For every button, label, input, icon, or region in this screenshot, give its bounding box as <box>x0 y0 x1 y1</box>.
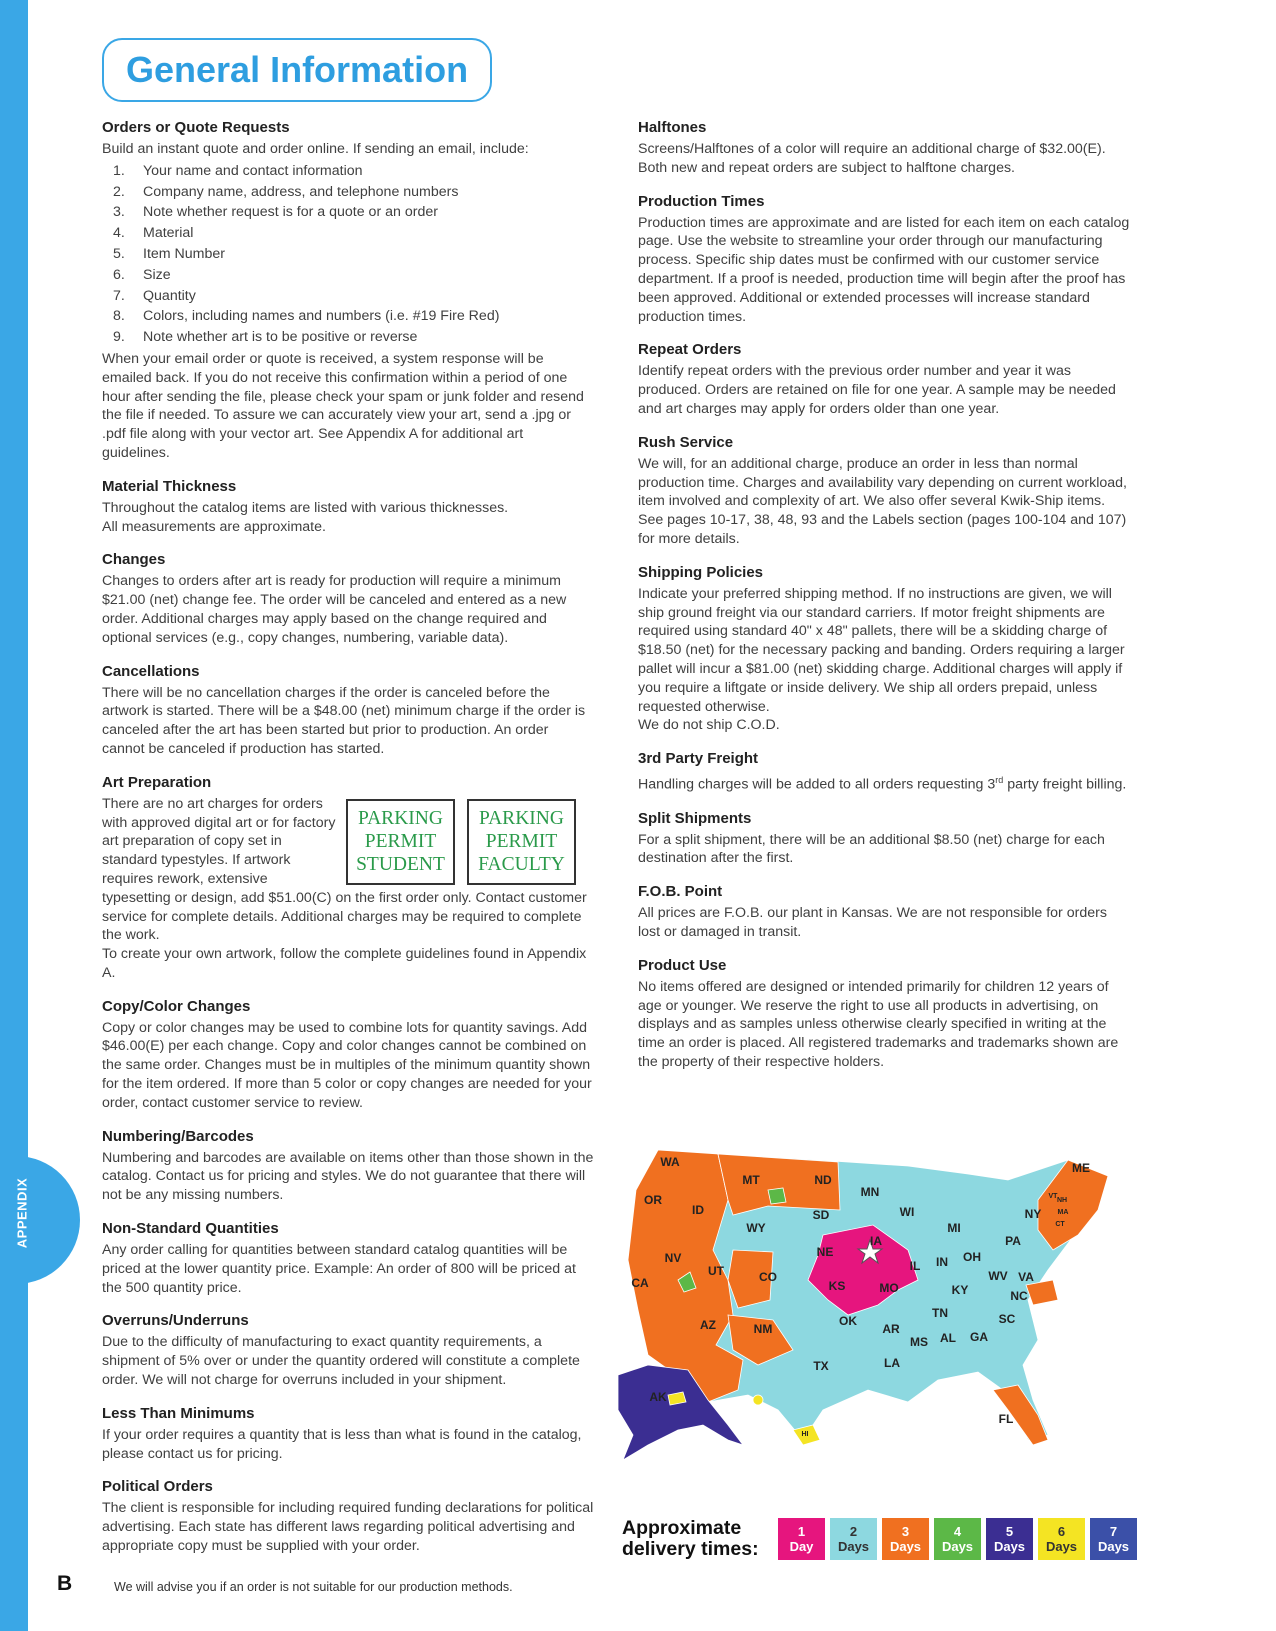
section-shipping-policies <box>638 563 1132 735</box>
state-label-nm: NM <box>753 1322 773 1336</box>
section-heading: Copy/Color Changes <box>102 997 251 1015</box>
section-heading: Art Preparation <box>102 773 212 791</box>
list-item: 3. Note whether request is for a quote or an order <box>113 204 438 221</box>
state-label-ak: AK <box>649 1390 667 1404</box>
state-label-tx: TX <box>813 1359 829 1373</box>
sidebar-stripe <box>0 0 28 1631</box>
section-heading: Product Use <box>638 956 727 974</box>
state-label-me: ME <box>1072 1161 1090 1175</box>
state-label-az: AZ <box>700 1318 716 1332</box>
legend-label: Approximate delivery times: <box>622 1517 759 1560</box>
legend-swatch-1-day: 1 Day <box>778 1518 825 1560</box>
state-label-ia: IA <box>870 1234 882 1248</box>
map-region-6day-hi-small <box>753 1395 763 1405</box>
section-halftones <box>638 118 1132 178</box>
section-heading: Shipping Policies <box>638 563 764 581</box>
state-label-vt: VT <box>1048 1193 1058 1200</box>
section-overruns-underruns <box>102 1311 594 1389</box>
legend-swatch-5-days: 5 Days <box>986 1518 1033 1560</box>
section-body: Identify repeat orders with the previous order number and year it was produced. Orders are retained on file for one year. A sample may be needed and art charges may apply for orders older than one year. <box>638 363 1116 417</box>
section-body: When your email order or quote is received, a system response will be emailed back. If you do not receive this confirmation within a period of one hour after sending the file, please check your spam or junk folder and resend the file if needed. To assure we can accurately view your art, send a .jpg or .pdf file along with your vector art. See Appendix A for additional art guidelines. <box>102 350 584 461</box>
section-body: Throughout the catalog items are listed with various thicknesses. <box>102 499 509 516</box>
state-label-nd: ND <box>814 1173 832 1187</box>
legend-swatch-4-days: 4 Days <box>934 1518 981 1560</box>
state-label-ma: MA <box>1057 1209 1069 1216</box>
section-copy-color-changes <box>102 997 594 1113</box>
state-label-sc: SC <box>998 1312 1016 1326</box>
section-body: There are no art charges for orders with approved digital art or for factory art preparation of copy set in standard typestyles. If artwork requires rework, extensive typesetting or design, add $51.00(C) on the first order only. Contact customer service for complete details. Additional charges may be required to complete the work. <box>102 795 587 944</box>
state-label-wv: WV <box>988 1269 1008 1283</box>
section-body: Handling charges will be added to all orders requesting 3rd party freight billing. <box>638 775 1127 793</box>
section-body: There will be no cancellation charges if the order is canceled before the artwork is started. There will be a $48.00 (net) minimum charge if the order is canceled after the art has been started but prior to production. An order cannot be canceled if production has started. <box>102 684 586 757</box>
map-region-4day-mt <box>768 1188 786 1204</box>
list-item: 6. Size <box>113 266 171 283</box>
section-heading: Cancellations <box>102 662 200 680</box>
state-label-mn: MN <box>860 1185 880 1199</box>
state-label-il: IL <box>909 1259 921 1273</box>
section-material-thickness <box>102 477 594 537</box>
state-label-wi: WI <box>899 1205 915 1219</box>
state-label-al: AL <box>940 1331 956 1345</box>
list-item: 5. Item Number <box>113 245 225 262</box>
state-label-fl: FL <box>998 1412 1014 1426</box>
section-numbering-barcodes <box>102 1127 594 1205</box>
page-letter: B <box>57 1572 73 1595</box>
legend-swatch-7-days: 7 Days <box>1090 1518 1137 1560</box>
state-label-wy: WY <box>746 1221 766 1235</box>
section-body: For a split shipment, there will be an additional $8.50 (net) charge for each destination after the first. <box>638 831 1105 867</box>
state-label-ky: KY <box>951 1283 969 1297</box>
section-repeat-orders <box>638 340 1132 418</box>
state-label-ms: MS <box>910 1335 928 1349</box>
state-label-mi: MI <box>947 1221 961 1235</box>
section-body: Due to the difficulty of manufacturing to exact quantity requirements, a shipment of 5% over or under the quantity ordered will constitute a complete order. We will not charge for overruns included in your shipment. <box>102 1334 580 1389</box>
state-label-wa: WA <box>660 1155 680 1169</box>
state-label-ny: NY <box>1024 1207 1042 1221</box>
state-label-or: OR <box>644 1193 662 1207</box>
state-label-sd: SD <box>812 1208 830 1222</box>
section-orders <box>102 118 594 463</box>
state-label-mo: MO <box>879 1281 899 1295</box>
section-non-standard-quantities <box>102 1219 594 1297</box>
section-heading: Overruns/Underruns <box>102 1312 249 1330</box>
state-label-va: VA <box>1018 1270 1034 1284</box>
section-heading: Less Than Minimums <box>102 1404 255 1422</box>
section-heading: Political Orders <box>102 1478 213 1496</box>
section-body: Numbering and barcodes are available on items other than those shown in the catalog. Contact us for pricing and styles. We do not guarantee that there will not be any missing numbers. <box>102 1149 594 1204</box>
state-label-ks: KS <box>828 1279 846 1293</box>
right-column <box>638 118 1132 1086</box>
section-heading: Numbering/Barcodes <box>102 1127 254 1145</box>
page-title: General Information <box>126 49 469 90</box>
section-body: The client is responsible for including required funding declarations for political advertising. Each state has different laws regarding political advertising and appropriate copy must be supplied with your order. <box>102 1500 594 1555</box>
section-heading: Halftones <box>638 119 707 136</box>
section-heading: Split Shipments <box>638 809 752 827</box>
section-body: No items offered are designed or intended primarily for children 12 years of age or younger. We reserve the right to use all products in advertising, on displays and as samples unless otherwise clearly specified in writing at the time an order is placed. All registered trademarks and trademarks shown are the property of their respective holders. <box>638 978 1119 1071</box>
section-fob-point <box>638 882 1132 942</box>
section-heading: Orders or Quote Requests <box>102 119 290 136</box>
footer-note: We will advise you if an order is not suitable for our production methods. <box>114 1580 513 1594</box>
state-label-in: IN <box>936 1255 948 1269</box>
section-heading: Rush Service <box>638 433 734 451</box>
section-body: Screens/Halftones of a color will require an additional charge of $32.00(E). Both new and repeat orders are subject to halftone charges. <box>638 141 1106 176</box>
state-label-nv: NV <box>664 1251 682 1265</box>
section-changes <box>102 550 594 647</box>
appendix-tab-label: APPENDIX <box>14 1177 30 1249</box>
section-art-preparation <box>102 773 594 983</box>
section-body: All measurements are approximate. <box>102 518 326 535</box>
state-label-mt: MT <box>742 1173 760 1187</box>
section-heading: Production Times <box>638 192 765 210</box>
section-cancellations <box>102 662 594 759</box>
section-heading: Material Thickness <box>102 477 237 495</box>
legend-swatch-3-days: 3 Days <box>882 1518 929 1560</box>
state-label-ok: OK <box>839 1314 857 1328</box>
parking-permit-samples <box>346 799 576 885</box>
section-body: Any order calling for quantities between standard catalog quantities will be priced at the lower quantity price. Example: An order of 800 will be priced at the 500 quantity price. <box>102 1242 576 1296</box>
section-body: Build an instant quote and order online. If sending an email, include: <box>102 141 529 157</box>
left-column <box>102 118 594 1570</box>
list-item: 9. Note whether art is to be positive or reverse <box>113 329 418 346</box>
section-heading: 3rd Party Freight <box>638 750 759 768</box>
legend-swatches <box>778 1518 1137 1560</box>
section-heading: Repeat Orders <box>638 341 742 359</box>
state-label-ca: CA <box>631 1276 649 1290</box>
section-body: We do not ship C.O.D. <box>638 717 780 734</box>
state-label-hi: HI <box>801 1431 809 1438</box>
state-label-oh: OH <box>963 1250 981 1264</box>
parking-permit-faculty: PARKING PERMIT FACULTY <box>467 799 576 885</box>
state-label-ne: NE <box>816 1245 834 1259</box>
section-body: If your order requires a quantity that is less than what is found in the catalog, please contact us for pricing. <box>102 1426 582 1462</box>
section-body: Indicate your preferred shipping method. If no instructions are given, we will ship ground freight via our standard carriers. If motor freight shipments are required using standard 40" x 48" pallets, there will be a skidding charge of $18.50 (net) for the necessary packing and banding. Orders requiring a larger pallet will incur a $81.00 (net) skidding charge. Additional charges will apply if you require a liftgate or inside delivery. We ship all orders prepaid, unless requested otherwise. <box>638 585 1125 715</box>
section-production-times <box>638 192 1132 327</box>
appendix-tab[interactable] <box>0 1156 80 1284</box>
section-rush-service <box>638 433 1132 549</box>
delivery-times-map <box>608 1140 1138 1485</box>
state-label-id: ID <box>692 1203 704 1217</box>
state-label-nc: NC <box>1010 1289 1028 1303</box>
section-heading: Non-Standard Quantities <box>102 1220 279 1238</box>
state-label-tn: TN <box>932 1306 948 1320</box>
list-item: 7. Quantity <box>113 287 196 304</box>
section-body: Production times are approximate and are listed for each item on each catalog page. Use the website to streamline your order through our manufacturing process. Specific ship dates must be confirmed with our customer service department. If a proof is needed, production time will begin after the proof has been approved. Additional or extended processes will increase standard production times. <box>638 214 1130 325</box>
state-label-co: CO <box>759 1270 777 1284</box>
list-item: 8. Colors, including names and numbers (i.e. #19 Fire Red) <box>113 308 500 325</box>
order-requirements-list <box>102 161 594 348</box>
section-political-orders <box>102 1477 594 1555</box>
section-split-shipments <box>638 809 1132 869</box>
state-label-ut: UT <box>708 1264 724 1278</box>
state-label-ct: CT <box>1055 1221 1065 1228</box>
section-body: All prices are F.O.B. our plant in Kansas. We are not responsible for orders lost or damaged in transit. <box>638 905 1107 941</box>
section-body: We will, for an additional charge, produce an order in less than normal production time. Charges and availability vary depending on current workload, item involved and complexity of art. We also offer several Kwik-Ship items. See pages 10-17, 38, 48, 93 and the Labels section (pages 100-104 and 107) for more details. <box>638 455 1127 547</box>
section-body: To create your own artwork, follow the complete guidelines found in Appendix A. <box>102 946 587 981</box>
section-body: Changes to orders after art is ready for production will require a minimum $21.00 (net) change fee. The order will be canceled and entered as a new order. Additional charges may apply based on the change required and optional services (e.g., copy changes, numbering, variable data). <box>102 573 567 646</box>
state-label-pa: PA <box>1005 1234 1021 1248</box>
state-label-nh: NH <box>1056 1197 1068 1204</box>
state-label-ga: GA <box>970 1330 988 1344</box>
section-heading: Changes <box>102 551 166 569</box>
section-body: Copy or color changes may be used to combine lots for quantity savings. Add $46.00(E) per each change. Copy and color changes cannot be combined on the same order. Changes must be in multiples of the minimum quantity shown for the item ordered. If more than 5 color or copy changes are needed for your order, contact customer service to review. <box>102 1019 592 1111</box>
section-less-than-minimums <box>102 1404 594 1464</box>
section-third-party-freight <box>638 749 1132 795</box>
legend-swatch-6-days: 6 Days <box>1038 1518 1085 1560</box>
legend-swatch-2-days: 2 Days <box>830 1518 877 1560</box>
state-label-la: LA <box>884 1356 900 1370</box>
list-item: 1. Your name and contact information <box>113 162 363 179</box>
list-item: 2. Company name, address, and telephone numbers <box>113 183 459 200</box>
section-product-use <box>638 956 1132 1072</box>
state-label-ar: AR <box>882 1322 900 1336</box>
parking-permit-student: PARKING PERMIT STUDENT <box>346 799 455 885</box>
list-item: 4. Material <box>113 225 194 242</box>
section-heading: F.O.B. Point <box>638 883 723 901</box>
